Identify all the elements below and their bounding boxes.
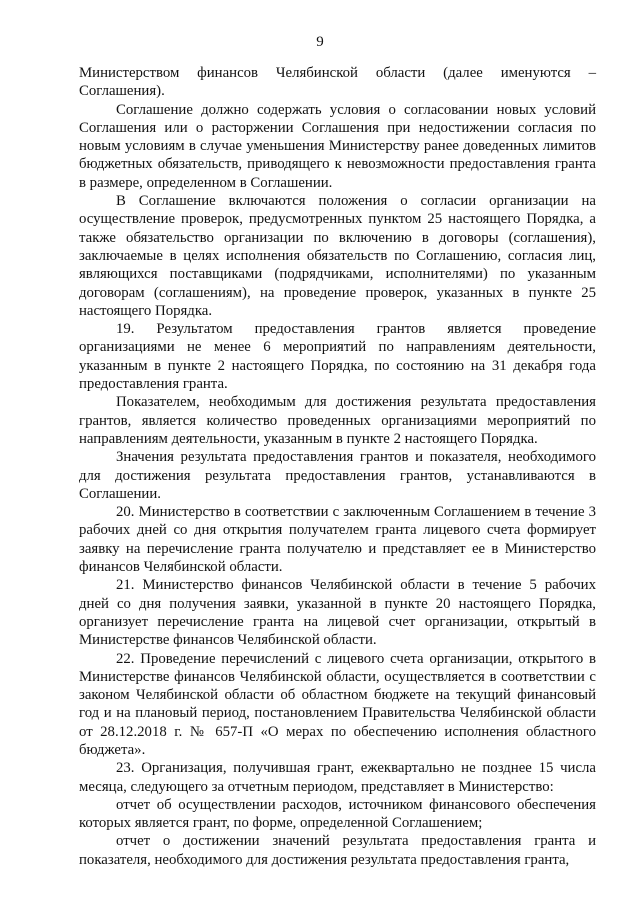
paragraph-indicator: Показателем, необходимым для достижения результата предоставления грантов, является количество проведенных организациями мероприятий по направлениям деятельности, указанным в пункте 2 настоящего Порядка. — [79, 394, 596, 447]
paragraph-item-21: 21. Министерство финансов Челябинской области в течение 5 рабочих дней со дня получения заявки, указанной в пункте 20 настоящего Порядка, организует перечисление гранта на лицевой счет организации, открытый в Министерстве финансов Челябинской области. — [79, 577, 596, 649]
document-body — [79, 64, 596, 869]
paragraph-item-20: 20. Министерство в соответствии с заключенным Соглашением в течение 3 рабочих дней со дня открытия получателем гранта лицевого счета формирует заявку на перечисление гранта получателю и представляет ее в Министерство финансов Челябинской области. — [79, 504, 596, 576]
paragraph-item-19: 19. Результатом предоставления грантов является проведение организациями не менее 6 мероприятий по направлениям деятельности, указанным в пункте 2 настоящего Порядка, по состоянию на 31 декабря года предоставления гранта. — [79, 321, 596, 393]
paragraph-agreement-inspections: В Соглашение включаются положения о согласии организации на осуществление проверок, предусмотренных пунктом 25 настоящего Порядка, а также обязательство организации по включению в договоры (соглашения), заключаемые в целях исполнения обязательств по Соглашению, согласия лиц, являющихся поставщиками (подрядчиками, исполнителями) по указанным договорам (соглашениям), на проведение проверок, указанных в пункте 25 настоящего Порядка. — [79, 193, 596, 319]
paragraph-item-23: 23. Организация, получившая грант, ежеквартально не позднее 15 числа месяца, следующего за отчетным периодом, представляет в Министерство: — [79, 760, 596, 795]
paragraph-item-22: 22. Проведение перечислений с лицевого счета организации, открытого в Министерстве финансов Челябинской области, осуществляется в соответствии с законом Челябинской области об областном бюджете на текущий финансовый год и на плановый период, постановлением Правительства Челябинской области от 28.12.2018 г. № 657-П «О мерах по обеспечению исполнения областного бюджета». — [79, 650, 596, 758]
paragraph-continuation: Министерством финансов Челябинской области (далее именуются – Соглашения). — [79, 65, 596, 100]
paragraph-values: Значения результата предоставления грантов и показателя, необходимого для достижения результата предоставления грантов, устанавливаются в Соглашении. — [79, 449, 596, 502]
paragraph-report-results: отчет о достижении значений результата предоставления гранта и показателя, необходимого для достижения результата предоставления гранта, — [79, 833, 596, 868]
paragraph-report-expenses: отчет об осуществлении расходов, источником финансового обеспечения которых является грант, по форме, определенной Соглашением; — [79, 796, 596, 832]
paragraph-agreement-conditions: Соглашение должно содержать условия о согласовании новых условий Соглашения или о расторжении Соглашения при недостижении согласия по новым условиям в случае уменьшения Министерству ранее доведенных лимитов бюджетных обязательств, приводящего к невозможности предоставления гранта в размере, определенном в Соглашении. — [79, 101, 596, 191]
page-number: 9 — [316, 34, 324, 50]
